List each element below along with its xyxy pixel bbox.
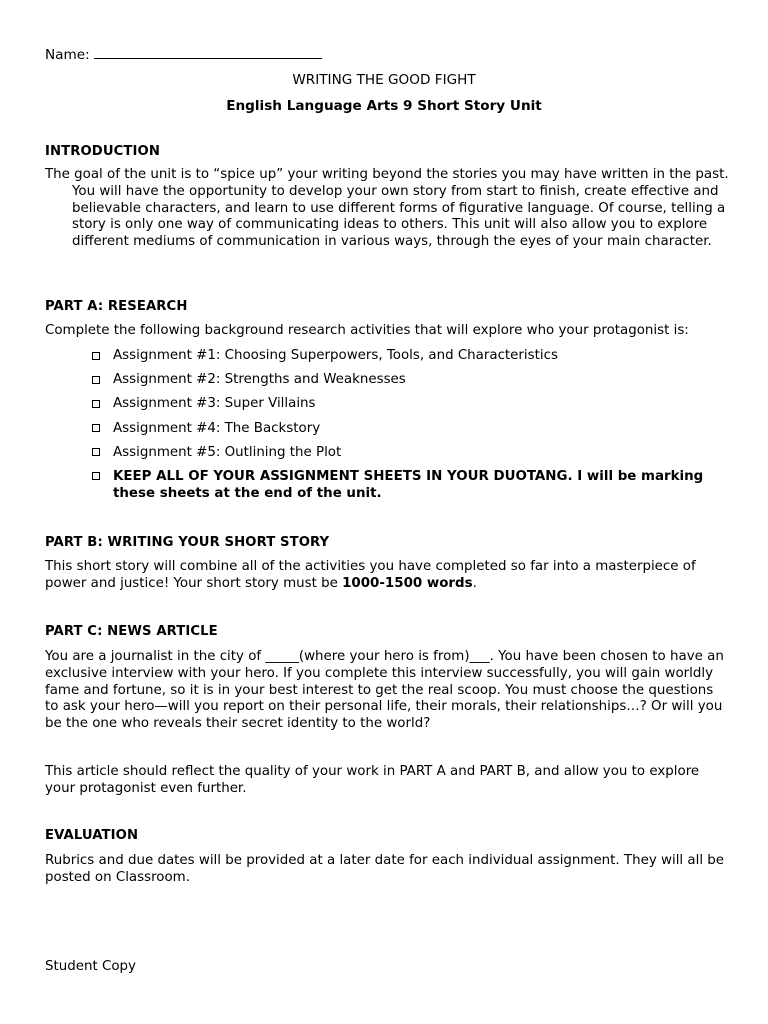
word-count-requirement: 1000-1500 words [342, 575, 473, 591]
name-label: Name: [45, 47, 90, 63]
list-item [92, 420, 732, 444]
assignment-list [92, 347, 732, 502]
checkbox-bullet-icon [92, 424, 100, 432]
evaluation-body: Rubrics and due dates will be provided at a later date for each individual assignment. They will all be posted on Classroom. [45, 853, 725, 885]
list-item [92, 347, 732, 371]
name-field-row [45, 46, 322, 63]
list-item [92, 395, 732, 419]
part-a-heading: PART A: RESEARCH [45, 299, 188, 314]
checkbox-bullet-icon [92, 472, 100, 480]
checkbox-bullet-icon [92, 448, 100, 456]
introduction-body: The goal of the unit is to “spice up” your writing beyond the stories you may have written in the past. You will have the opportunity to develop your own story from start to finish, create effective and believable characters, and learn to use different forms of figurative language. Of course, telling a story is only one way of communicating ideas to others. This unit will also allow you to explore different mediums of communication in various ways, through the eyes of your main character. [45, 167, 729, 250]
part-b-heading: PART B: WRITING YOUR SHORT STORY [45, 535, 330, 550]
list-item [92, 371, 732, 395]
document-subtitle: English Language Arts 9 Short Story Unit [226, 98, 542, 114]
assignment-label: Assignment #3: Super Villains [113, 396, 316, 412]
part-c-body-2: This article should reflect the quality of your work in PART A and PART B, and allow you to explore your protagonist even further. [45, 764, 700, 796]
part-b-body-end: . [472, 575, 477, 591]
part-b-body-text: This short story will combine all of the activities you have completed so far into a masterpiece of power and justice! Your short story must be [45, 559, 696, 591]
part-c-heading: PART C: NEWS ARTICLE [45, 624, 218, 639]
evaluation-heading: EVALUATION [45, 828, 139, 843]
part-c-body: You are a journalist in the city of _____(where your hero is from)___. You have been chosen to have an exclusive interview with your hero. If you complete this interview successfully, you will gain worldly fame and fortune, so it is in your best interest to get the real scoop. You must choose the questions to ask your hero—will you report on their personal life, their morals, their relationships…? Or will you be the one who reveals their secret identity to the world? [45, 649, 724, 732]
assignment-label: Assignment #4: The Backstory [113, 420, 321, 436]
assignment-reminder: KEEP ALL OF YOUR ASSIGNMENT SHEETS IN YOUR DUOTANG. I will be marking these sheets at the end of the unit. [113, 468, 704, 501]
name-blank-line [94, 46, 322, 59]
assignment-label: Assignment #2: Strengths and Weaknesses [113, 372, 406, 388]
part-b-body [45, 559, 725, 593]
assignment-label: Assignment #5: Outlining the Plot [113, 444, 342, 460]
assignment-label: Assignment #1: Choosing Superpowers, Tools, and Characteristics [113, 348, 558, 363]
student-copy-label: Student Copy [45, 959, 136, 974]
introduction-heading: INTRODUCTION [45, 144, 160, 159]
checkbox-bullet-icon [92, 400, 100, 408]
list-item [92, 444, 732, 468]
checkbox-bullet-icon [92, 376, 100, 384]
checkbox-bullet-icon [92, 352, 100, 360]
document-title: WRITING THE GOOD FIGHT [292, 72, 476, 88]
list-item [92, 468, 732, 502]
part-a-intro: Complete the following background research activities that will explore who your protagonist is: [45, 323, 689, 338]
